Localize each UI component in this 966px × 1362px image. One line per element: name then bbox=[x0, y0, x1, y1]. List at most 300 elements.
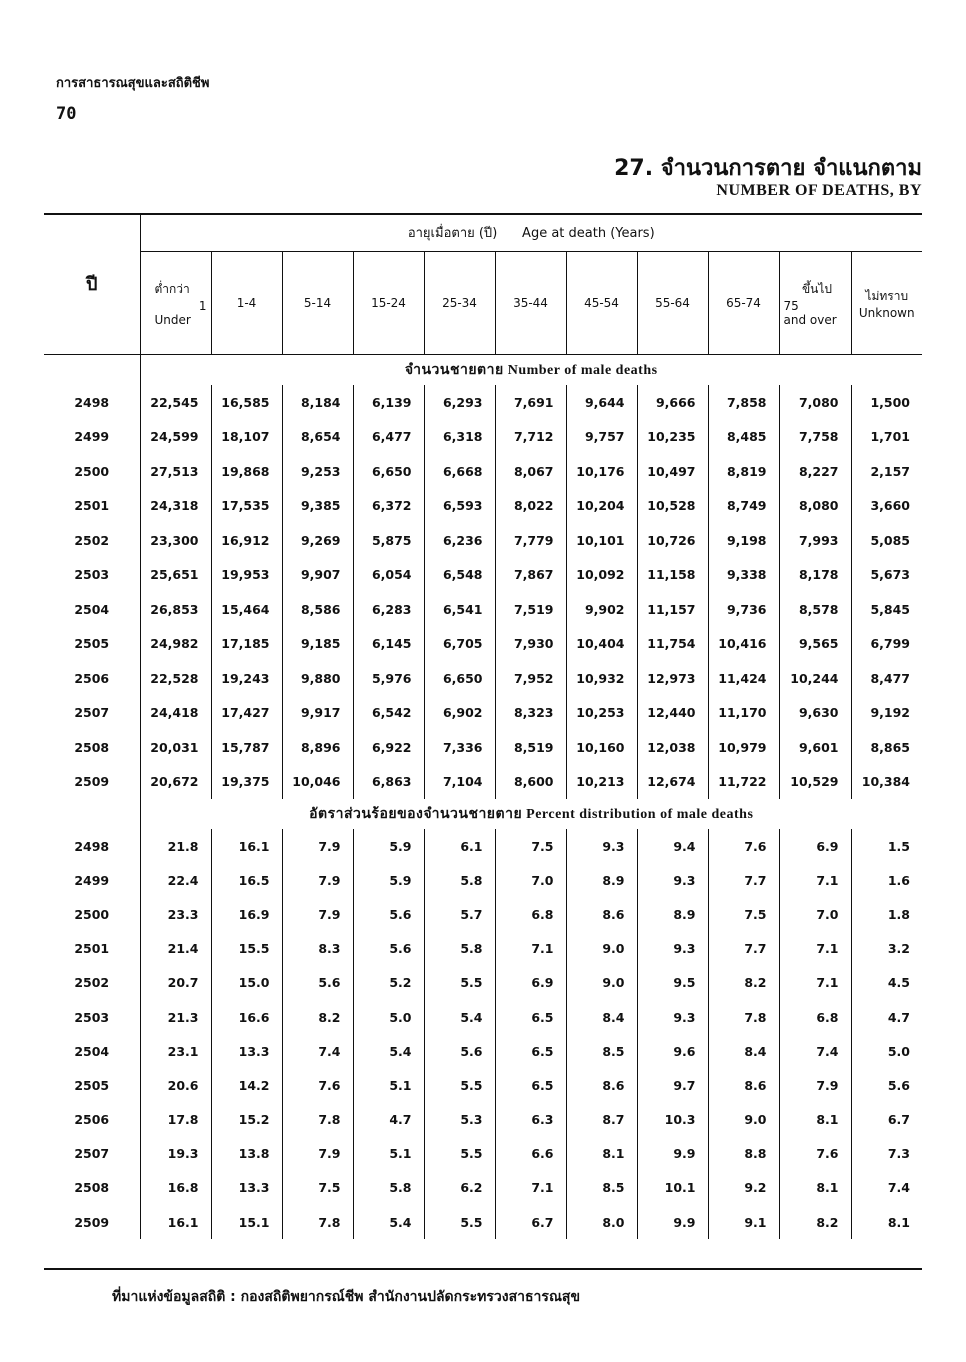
value-cell: 7.9 bbox=[779, 1068, 851, 1102]
value-cell: 6,372 bbox=[353, 489, 424, 524]
table-row bbox=[44, 385, 922, 420]
value-cell: 10,404 bbox=[566, 627, 637, 662]
value-cell: 8,080 bbox=[779, 489, 851, 524]
value-cell: 6.6 bbox=[495, 1137, 566, 1171]
value-cell: 4.7 bbox=[353, 1103, 424, 1137]
value-cell: 7.1 bbox=[779, 863, 851, 897]
value-cell: 9.5 bbox=[637, 966, 708, 1000]
value-cell: 2,157 bbox=[851, 454, 922, 489]
value-cell: 6,542 bbox=[353, 696, 424, 731]
running-head: การสาธารณสุขและสถิติชีพ bbox=[56, 76, 210, 91]
value-cell: 16.1 bbox=[211, 829, 282, 863]
value-cell: 8,865 bbox=[851, 730, 922, 765]
value-cell: 5.4 bbox=[353, 1034, 424, 1068]
value-cell: 7,867 bbox=[495, 558, 566, 593]
value-cell: 12,038 bbox=[637, 730, 708, 765]
year-cell: 2501 bbox=[74, 941, 110, 957]
value-cell: 5.6 bbox=[424, 1034, 495, 1068]
value-cell: 8,578 bbox=[779, 592, 851, 627]
value-cell: 7,758 bbox=[779, 420, 851, 455]
value-cell: 5.6 bbox=[851, 1068, 922, 1102]
value-cell: 9.0 bbox=[566, 932, 637, 966]
value-cell: 8,654 bbox=[282, 420, 353, 455]
deaths-table bbox=[44, 213, 922, 1239]
value-cell: 6.1 bbox=[424, 829, 495, 863]
value-cell: 8.1 bbox=[779, 1103, 851, 1137]
value-cell: 9,757 bbox=[566, 420, 637, 455]
value-cell: 8,819 bbox=[708, 454, 779, 489]
value-cell: 6.2 bbox=[424, 1171, 495, 1205]
value-cell: 4.7 bbox=[851, 1000, 922, 1034]
value-cell: 8,227 bbox=[779, 454, 851, 489]
value-cell: 15.2 bbox=[211, 1103, 282, 1137]
value-cell: 10,101 bbox=[566, 523, 637, 558]
value-cell: 5.0 bbox=[851, 1034, 922, 1068]
age-group-header bbox=[140, 213, 922, 252]
value-cell: 8,178 bbox=[779, 558, 851, 593]
value-cell: 8,067 bbox=[495, 454, 566, 489]
table-row bbox=[44, 558, 922, 593]
value-cell: 5,845 bbox=[851, 592, 922, 627]
value-cell: 7.1 bbox=[779, 966, 851, 1000]
value-cell: 9,601 bbox=[779, 730, 851, 765]
year-cell: 2504 bbox=[74, 1043, 110, 1059]
value-cell: 20,031 bbox=[140, 730, 211, 765]
value-cell: 6,705 bbox=[424, 627, 495, 662]
age-group-header-label: อายุเมื่อตาย (ปี) Age at death (Years) bbox=[407, 225, 655, 241]
value-cell: 3,660 bbox=[851, 489, 922, 524]
table-row bbox=[44, 523, 922, 558]
value-cell: 7,691 bbox=[495, 385, 566, 420]
value-cell: 7.7 bbox=[708, 863, 779, 897]
value-cell: 7.6 bbox=[282, 1068, 353, 1102]
value-cell: 9,644 bbox=[566, 385, 637, 420]
value-cell: 5,976 bbox=[353, 661, 424, 696]
col-under-en: Under bbox=[154, 312, 191, 327]
value-cell: 7.0 bbox=[495, 863, 566, 897]
value-cell: 9,385 bbox=[282, 489, 353, 524]
value-cell: 9.0 bbox=[708, 1103, 779, 1137]
value-cell: 10,046 bbox=[282, 765, 353, 800]
value-cell: 19,375 bbox=[211, 765, 282, 800]
value-cell: 5.4 bbox=[353, 1205, 424, 1239]
col-header: 45-54 bbox=[566, 252, 637, 355]
value-cell: 9,192 bbox=[851, 696, 922, 731]
col-ageup-num: 75 bbox=[783, 298, 799, 313]
value-cell: 8.4 bbox=[566, 1000, 637, 1034]
value-cell: 7.5 bbox=[282, 1171, 353, 1205]
value-cell: 7.0 bbox=[779, 897, 851, 931]
value-cell: 5.0 bbox=[353, 1000, 424, 1034]
value-cell: 8.6 bbox=[708, 1068, 779, 1102]
value-cell: 6.3 bbox=[495, 1103, 566, 1137]
value-cell: 5.6 bbox=[353, 897, 424, 931]
value-cell: 9.3 bbox=[637, 932, 708, 966]
value-cell: 19,868 bbox=[211, 454, 282, 489]
value-cell: 8.7 bbox=[566, 1103, 637, 1137]
value-cell: 10.3 bbox=[637, 1103, 708, 1137]
value-cell: 8.5 bbox=[566, 1171, 637, 1205]
value-cell: 6.8 bbox=[495, 897, 566, 931]
value-cell: 7,930 bbox=[495, 627, 566, 662]
value-cell: 9.2 bbox=[708, 1171, 779, 1205]
value-cell: 7.1 bbox=[779, 932, 851, 966]
value-cell: 8,022 bbox=[495, 489, 566, 524]
value-cell: 15.0 bbox=[211, 966, 282, 1000]
table-row bbox=[44, 489, 922, 524]
col-ageup-en: and over bbox=[783, 312, 837, 327]
value-cell: 20,672 bbox=[140, 765, 211, 800]
value-cell: 22.4 bbox=[140, 863, 211, 897]
year-cell: 2502 bbox=[74, 532, 110, 548]
col-header-under-1 bbox=[140, 252, 211, 355]
value-cell: 7.5 bbox=[708, 897, 779, 931]
value-cell: 5.5 bbox=[424, 1137, 495, 1171]
year-cell: 2498 bbox=[74, 838, 110, 854]
table-row bbox=[44, 829, 922, 863]
value-cell: 9.7 bbox=[637, 1068, 708, 1102]
value-cell: 8,184 bbox=[282, 385, 353, 420]
value-cell: 7.8 bbox=[282, 1103, 353, 1137]
value-cell: 23.1 bbox=[140, 1034, 211, 1068]
col-header-75-and-over bbox=[779, 252, 851, 355]
value-cell: 10,235 bbox=[637, 420, 708, 455]
value-cell: 23,300 bbox=[140, 523, 211, 558]
year-cell: 2501 bbox=[74, 498, 110, 514]
value-cell: 11,754 bbox=[637, 627, 708, 662]
value-cell: 9.3 bbox=[637, 1000, 708, 1034]
value-cell: 7.8 bbox=[708, 1000, 779, 1034]
table-row bbox=[44, 966, 922, 1000]
value-cell: 5,085 bbox=[851, 523, 922, 558]
table-row bbox=[44, 592, 922, 627]
value-cell: 5.1 bbox=[353, 1068, 424, 1102]
value-cell: 9.3 bbox=[637, 863, 708, 897]
value-cell: 9,880 bbox=[282, 661, 353, 696]
value-cell: 10,176 bbox=[566, 454, 637, 489]
value-cell: 5.1 bbox=[353, 1137, 424, 1171]
value-cell: 9,185 bbox=[282, 627, 353, 662]
value-cell: 16.8 bbox=[140, 1171, 211, 1205]
value-cell: 27,513 bbox=[140, 454, 211, 489]
col-header: 15-24 bbox=[353, 252, 424, 355]
value-cell: 7.4 bbox=[851, 1171, 922, 1205]
value-cell: 20.6 bbox=[140, 1068, 211, 1102]
value-cell: 5.8 bbox=[353, 1171, 424, 1205]
value-cell: 4.5 bbox=[851, 966, 922, 1000]
value-cell: 7.1 bbox=[495, 1171, 566, 1205]
value-cell: 9,907 bbox=[282, 558, 353, 593]
col-header: 65-74 bbox=[708, 252, 779, 355]
value-cell: 12,674 bbox=[637, 765, 708, 800]
value-cell: 6.5 bbox=[495, 1068, 566, 1102]
value-cell: 10,384 bbox=[851, 765, 922, 800]
value-cell: 6,293 bbox=[424, 385, 495, 420]
value-cell: 10,160 bbox=[566, 730, 637, 765]
value-cell: 25,651 bbox=[140, 558, 211, 593]
section-male-deaths bbox=[44, 355, 922, 385]
value-cell: 7.9 bbox=[282, 863, 353, 897]
value-cell: 9,630 bbox=[779, 696, 851, 731]
value-cell: 17,535 bbox=[211, 489, 282, 524]
year-cell: 2505 bbox=[74, 1077, 110, 1093]
year-cell: 2507 bbox=[74, 705, 110, 721]
col-unknown-en: Unknown bbox=[858, 305, 915, 320]
value-cell: 9,198 bbox=[708, 523, 779, 558]
value-cell: 8.3 bbox=[282, 932, 353, 966]
value-cell: 21.3 bbox=[140, 1000, 211, 1034]
table-row bbox=[44, 696, 922, 731]
value-cell: 24,599 bbox=[140, 420, 211, 455]
value-cell: 8.1 bbox=[779, 1171, 851, 1205]
value-cell: 5,875 bbox=[353, 523, 424, 558]
value-cell: 6,548 bbox=[424, 558, 495, 593]
value-cell: 8,600 bbox=[495, 765, 566, 800]
value-cell: 15.5 bbox=[211, 932, 282, 966]
year-cell: 2509 bbox=[74, 774, 110, 790]
value-cell: 6,799 bbox=[851, 627, 922, 662]
value-cell: 9.9 bbox=[637, 1205, 708, 1239]
col-header: 35-44 bbox=[495, 252, 566, 355]
value-cell: 10.1 bbox=[637, 1171, 708, 1205]
value-cell: 10,092 bbox=[566, 558, 637, 593]
value-cell: 3.2 bbox=[851, 932, 922, 966]
table-body bbox=[44, 355, 922, 1239]
value-cell: 8,485 bbox=[708, 420, 779, 455]
table-row bbox=[44, 1068, 922, 1102]
value-cell: 11,170 bbox=[708, 696, 779, 731]
value-cell: 7,712 bbox=[495, 420, 566, 455]
value-cell: 10,253 bbox=[566, 696, 637, 731]
value-cell: 10,204 bbox=[566, 489, 637, 524]
value-cell: 6.9 bbox=[495, 966, 566, 1000]
value-cell: 9,565 bbox=[779, 627, 851, 662]
value-cell: 7.9 bbox=[282, 1137, 353, 1171]
value-cell: 7,519 bbox=[495, 592, 566, 627]
year-cell: 2505 bbox=[74, 636, 110, 652]
value-cell: 7.8 bbox=[282, 1205, 353, 1239]
value-cell: 9,736 bbox=[708, 592, 779, 627]
value-cell: 8,477 bbox=[851, 661, 922, 696]
value-cell: 22,528 bbox=[140, 661, 211, 696]
year-cell: 2508 bbox=[74, 739, 110, 755]
value-cell: 11,722 bbox=[708, 765, 779, 800]
value-cell: 5.4 bbox=[424, 1000, 495, 1034]
value-cell: 6,541 bbox=[424, 592, 495, 627]
value-cell: 9,338 bbox=[708, 558, 779, 593]
value-cell: 6.5 bbox=[495, 1000, 566, 1034]
value-cell: 16.6 bbox=[211, 1000, 282, 1034]
value-cell: 7.9 bbox=[282, 897, 353, 931]
value-cell: 11,158 bbox=[637, 558, 708, 593]
col-header: 25-34 bbox=[424, 252, 495, 355]
value-cell: 13.8 bbox=[211, 1137, 282, 1171]
table-title-english: NUMBER OF DEATHS, BY bbox=[716, 182, 922, 199]
value-cell: 7.1 bbox=[495, 932, 566, 966]
value-cell: 20.7 bbox=[140, 966, 211, 1000]
value-cell: 7,080 bbox=[779, 385, 851, 420]
value-cell: 10,932 bbox=[566, 661, 637, 696]
value-cell: 6.8 bbox=[779, 1000, 851, 1034]
year-cell: 2502 bbox=[74, 975, 110, 991]
value-cell: 16.9 bbox=[211, 897, 282, 931]
value-cell: 9,902 bbox=[566, 592, 637, 627]
value-cell: 6,139 bbox=[353, 385, 424, 420]
value-cell: 16.1 bbox=[140, 1205, 211, 1239]
value-cell: 8.1 bbox=[851, 1205, 922, 1239]
value-cell: 8.2 bbox=[779, 1205, 851, 1239]
value-cell: 7,993 bbox=[779, 523, 851, 558]
table-row bbox=[44, 661, 922, 696]
table-row bbox=[44, 730, 922, 765]
value-cell: 8,749 bbox=[708, 489, 779, 524]
value-cell: 10,416 bbox=[708, 627, 779, 662]
value-cell: 8.8 bbox=[708, 1137, 779, 1171]
value-cell: 8.4 bbox=[708, 1034, 779, 1068]
value-cell: 5.9 bbox=[353, 863, 424, 897]
value-cell: 10,726 bbox=[637, 523, 708, 558]
value-cell: 7.3 bbox=[851, 1137, 922, 1171]
col-under-th: ต่ำกว่า bbox=[154, 281, 190, 296]
value-cell: 15,464 bbox=[211, 592, 282, 627]
section-year-cell bbox=[44, 355, 140, 385]
year-cell: 2507 bbox=[74, 1146, 110, 1162]
value-cell: 5.6 bbox=[353, 932, 424, 966]
value-cell: 10,244 bbox=[779, 661, 851, 696]
value-cell: 7.9 bbox=[282, 829, 353, 863]
table-row bbox=[44, 1000, 922, 1034]
table-row bbox=[44, 932, 922, 966]
value-cell: 6,650 bbox=[424, 661, 495, 696]
value-cell: 1,500 bbox=[851, 385, 922, 420]
value-cell: 13.3 bbox=[211, 1171, 282, 1205]
value-cell: 7.5 bbox=[495, 829, 566, 863]
year-cell: 2503 bbox=[74, 567, 110, 583]
value-cell: 1.6 bbox=[851, 863, 922, 897]
table-row bbox=[44, 1034, 922, 1068]
col-under-num: 1 bbox=[198, 298, 207, 313]
value-cell: 9,253 bbox=[282, 454, 353, 489]
table-row bbox=[44, 1205, 922, 1239]
value-cell: 7,952 bbox=[495, 661, 566, 696]
value-cell: 1.8 bbox=[851, 897, 922, 931]
value-cell: 15.1 bbox=[211, 1205, 282, 1239]
value-cell: 16,912 bbox=[211, 523, 282, 558]
year-cell: 2506 bbox=[74, 1112, 110, 1128]
source-note: ที่มาแห่งข้อมูลสถิติ : กองสถิติพยากรณ์ชีพ สำนักงานปลัดกระทรวงสาธารณสุข bbox=[112, 1289, 581, 1305]
table-title-thai: 27. จำนวนการตาย จำแนกตาม bbox=[614, 156, 922, 181]
value-cell: 6.7 bbox=[851, 1103, 922, 1137]
year-cell: 2500 bbox=[74, 463, 110, 479]
value-cell: 5.5 bbox=[424, 1205, 495, 1239]
value-cell: 8.2 bbox=[708, 966, 779, 1000]
value-cell: 9.9 bbox=[637, 1137, 708, 1171]
value-cell: 24,318 bbox=[140, 489, 211, 524]
value-cell: 24,982 bbox=[140, 627, 211, 662]
year-cell: 2498 bbox=[74, 394, 110, 410]
section-male-deaths-label: จำนวนชายตาย Number of male deaths bbox=[140, 355, 922, 385]
value-cell: 15,787 bbox=[211, 730, 282, 765]
value-cell: 17,427 bbox=[211, 696, 282, 731]
value-cell: 6,593 bbox=[424, 489, 495, 524]
value-cell: 22,545 bbox=[140, 385, 211, 420]
value-cell: 19.3 bbox=[140, 1137, 211, 1171]
value-cell: 24,418 bbox=[140, 696, 211, 731]
value-cell: 19,953 bbox=[211, 558, 282, 593]
value-cell: 9.0 bbox=[566, 966, 637, 1000]
value-cell: 17.8 bbox=[140, 1103, 211, 1137]
year-cell: 2499 bbox=[74, 872, 110, 888]
value-cell: 5.8 bbox=[424, 863, 495, 897]
value-cell: 8,519 bbox=[495, 730, 566, 765]
value-cell: 23.3 bbox=[140, 897, 211, 931]
year-cell: 2503 bbox=[74, 1009, 110, 1025]
year-cell: 2506 bbox=[74, 670, 110, 686]
table-row bbox=[44, 863, 922, 897]
value-cell: 19,243 bbox=[211, 661, 282, 696]
value-cell: 7.4 bbox=[779, 1034, 851, 1068]
value-cell: 7.4 bbox=[282, 1034, 353, 1068]
table-row bbox=[44, 1137, 922, 1171]
table-row bbox=[44, 765, 922, 800]
value-cell: 17,185 bbox=[211, 627, 282, 662]
value-cell: 6,477 bbox=[353, 420, 424, 455]
value-cell: 6,236 bbox=[424, 523, 495, 558]
value-cell: 5.6 bbox=[282, 966, 353, 1000]
value-cell: 21.8 bbox=[140, 829, 211, 863]
year-cell: 2508 bbox=[74, 1180, 110, 1196]
value-cell: 5.5 bbox=[424, 966, 495, 1000]
value-cell: 13.3 bbox=[211, 1034, 282, 1068]
value-cell: 5.9 bbox=[353, 829, 424, 863]
value-cell: 9,269 bbox=[282, 523, 353, 558]
value-cell: 14.2 bbox=[211, 1068, 282, 1102]
value-cell: 6,863 bbox=[353, 765, 424, 800]
value-cell: 9.1 bbox=[708, 1205, 779, 1239]
value-cell: 6,668 bbox=[424, 454, 495, 489]
col-unknown-th: ไม่ทราบ bbox=[865, 288, 909, 303]
year-cell: 2509 bbox=[74, 1214, 110, 1230]
value-cell: 9.3 bbox=[566, 829, 637, 863]
value-cell: 12,973 bbox=[637, 661, 708, 696]
value-cell: 8.9 bbox=[637, 897, 708, 931]
table-bottom-rule bbox=[44, 1268, 922, 1270]
value-cell: 9.6 bbox=[637, 1034, 708, 1068]
value-cell: 7.6 bbox=[779, 1137, 851, 1171]
value-cell: 8.6 bbox=[566, 1068, 637, 1102]
value-cell: 26,853 bbox=[140, 592, 211, 627]
value-cell: 6,922 bbox=[353, 730, 424, 765]
col-header-unknown bbox=[851, 252, 922, 355]
value-cell: 9.4 bbox=[637, 829, 708, 863]
table-row bbox=[44, 454, 922, 489]
year-cell: 2504 bbox=[74, 601, 110, 617]
table-row bbox=[44, 897, 922, 931]
col-ageup-th: ขึ้นไป bbox=[801, 281, 833, 296]
year-cell: 2499 bbox=[74, 429, 110, 445]
table-row bbox=[44, 1171, 922, 1205]
section-year-cell bbox=[44, 799, 140, 829]
table-row bbox=[44, 420, 922, 455]
value-cell: 6.7 bbox=[495, 1205, 566, 1239]
year-cell: 2500 bbox=[74, 906, 110, 922]
col-header: 5-14 bbox=[282, 252, 353, 355]
value-cell: 11,157 bbox=[637, 592, 708, 627]
value-cell: 8.1 bbox=[566, 1137, 637, 1171]
value-cell: 12,440 bbox=[637, 696, 708, 731]
value-cell: 1.5 bbox=[851, 829, 922, 863]
value-cell: 9,917 bbox=[282, 696, 353, 731]
